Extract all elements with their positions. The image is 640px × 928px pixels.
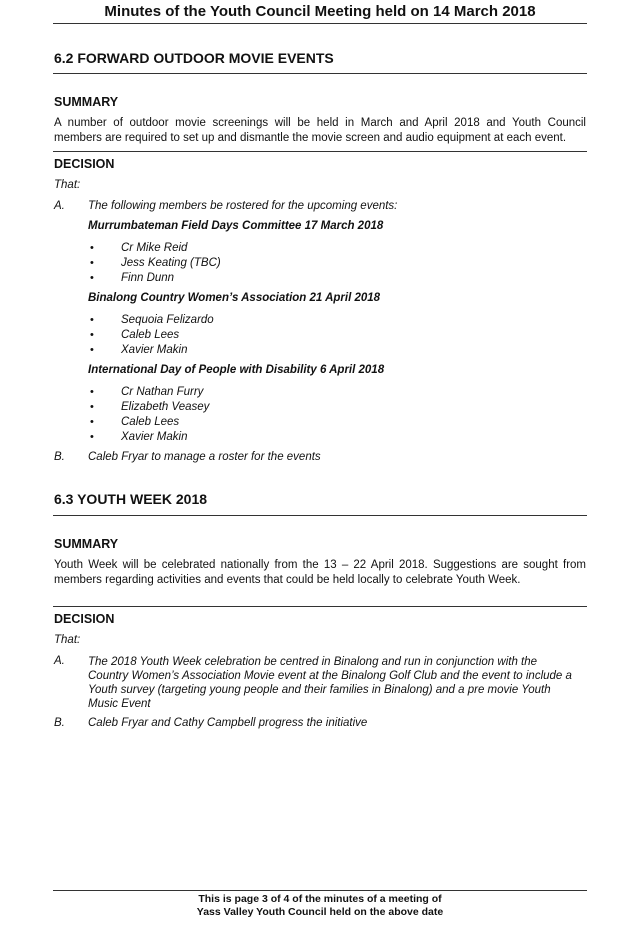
item-a-line: The 2018 Youth Week celebration be centred in Binalong and run in conjunction with the [88, 656, 538, 668]
bullet: • [90, 344, 94, 356]
roster-member: Cr Nathan Furry [121, 386, 204, 398]
item-a-letter: A. [54, 655, 65, 667]
roster-group-title: Murrumbateman Field Days Committee 17 March 2018 [88, 220, 384, 232]
section-6-3-decision-label: DECISION [54, 612, 115, 626]
page-footer [0, 893, 640, 919]
section-6-3-divider [53, 515, 587, 516]
footer-line: Yass Valley Youth Council held on the above date [196, 906, 444, 918]
item-a-text: The following members be rostered for the upcoming events: [88, 200, 398, 212]
bullet: • [90, 329, 94, 341]
summary-line: members regarding activities and events that could be held locally to celebrate Youth Week. [54, 574, 521, 586]
roster-member: Sequoia Felizardo [121, 314, 214, 326]
item-a-line: Country Women’s Association Movie event at the Binalong Golf Club and the event to include a [88, 670, 572, 682]
section-6-2-summary-label: SUMMARY [54, 95, 119, 109]
bullet: • [90, 386, 94, 398]
page-header-title: Minutes of the Youth Council Meeting held on 14 March 2018 [104, 3, 536, 20]
roster-group-title: International Day of People with Disability 6 April 2018 [88, 364, 385, 376]
roster-member: Caleb Lees [121, 416, 180, 428]
bullet: • [90, 431, 94, 443]
bullet: • [90, 242, 94, 254]
section-6-2-that: That: [54, 179, 81, 191]
item-b-text: Caleb Fryar and Cathy Campbell progress the initiative [88, 717, 368, 729]
roster-member: Caleb Lees [121, 329, 180, 341]
section-6-3-summary-label: SUMMARY [54, 537, 119, 551]
item-b-letter: B. [54, 717, 65, 729]
item-a-letter: A. [54, 200, 65, 212]
roster-member: Xavier Makin [121, 431, 188, 443]
bullet: • [90, 416, 94, 428]
section-6-2-decision-label: DECISION [54, 157, 115, 171]
roster-member: Jess Keating (TBC) [121, 257, 221, 269]
header-divider [53, 23, 587, 24]
item-a-line: Youth survey (targeting young people and their families in Binalong) and a pre movie Youth [88, 684, 551, 696]
footer-line: This is page 3 of 4 of the minutes of a meeting of [198, 893, 442, 905]
roster-member: Elizabeth Veasey [121, 401, 210, 413]
summary-divider [53, 151, 587, 152]
summary-divider [53, 606, 587, 607]
summary-line: Youth Week will be celebrated nationally from the 13 – 22 April 2018. Suggestions are sought from [54, 559, 586, 571]
bullet: • [90, 257, 94, 269]
section-6-2-summary-text [54, 116, 586, 146]
roster-member: Xavier Makin [121, 344, 188, 356]
roster-member: Finn Dunn [121, 272, 175, 284]
section-6-2-divider [53, 73, 587, 74]
item-a-text [88, 655, 588, 711]
footer-divider [53, 890, 587, 891]
section-6-3-summary-text [54, 558, 586, 588]
item-b-letter: B. [54, 451, 65, 463]
item-b-text: Caleb Fryar to manage a roster for the events [88, 451, 321, 463]
bullet: • [90, 272, 94, 284]
summary-line: A number of outdoor movie screenings will be held in March and April 2018 and Youth Council [54, 117, 586, 129]
bullet: • [90, 314, 94, 326]
item-a-line: Music Event [88, 698, 151, 710]
section-6-2-heading: 6.2 FORWARD OUTDOOR MOVIE EVENTS [54, 50, 334, 66]
summary-line: members are required to set up and dismantle the movie screen and audio equipment at each event. [54, 132, 567, 144]
roster-member: Cr Mike Reid [121, 242, 188, 254]
roster-group-title: Binalong Country Women’s Association 21 April 2018 [88, 292, 381, 304]
bullet: • [90, 401, 94, 413]
section-6-3-heading: 6.3 YOUTH WEEK 2018 [54, 491, 208, 507]
section-6-3-that: That: [54, 634, 81, 646]
